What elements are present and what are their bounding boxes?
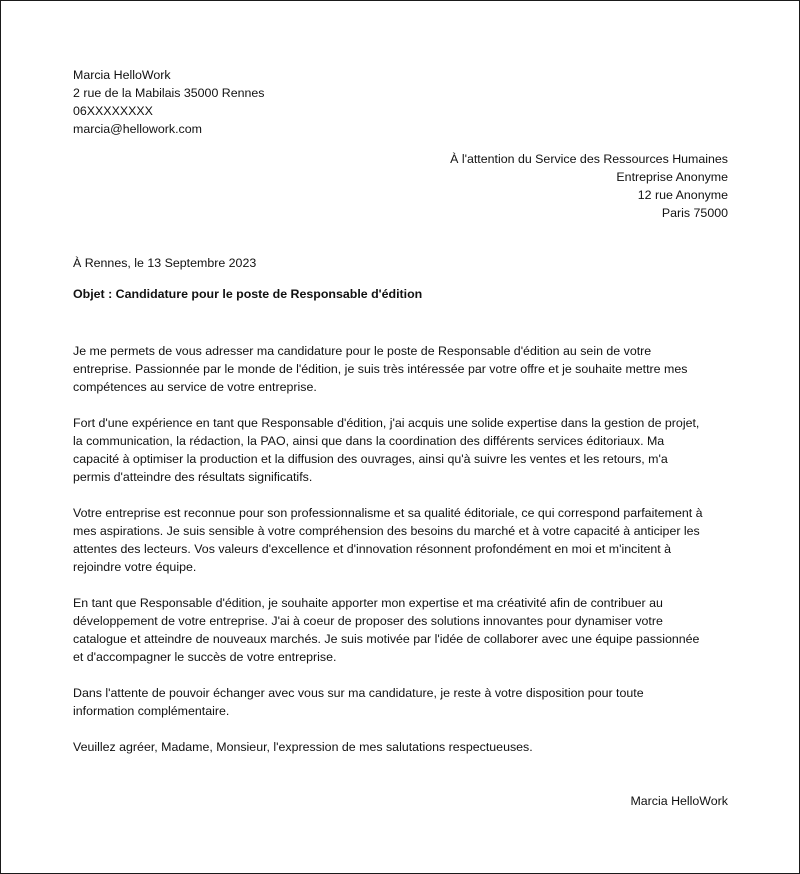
recipient-block	[450, 150, 728, 222]
paragraph	[73, 738, 743, 756]
sender-address: 2 rue de la Mabilais 35000 Rennes	[73, 86, 265, 100]
paragraph	[73, 342, 743, 396]
sender-block	[73, 66, 265, 138]
sender-phone: 06XXXXXXXX	[73, 104, 153, 118]
recipient-company: Entreprise Anonyme	[616, 170, 728, 184]
paragraph-line: la communication, la rédaction, la PAO, ainsi que dans la coordination des différents services éditoriaux. Ma	[73, 434, 665, 448]
paragraph-line: développement de votre entreprise. J'ai à coeur de proposer des solutions innovantes pour dynamiser votre	[73, 614, 663, 628]
sender-name: Marcia HelloWork	[73, 68, 171, 82]
paragraph-line: permis d'atteindre des résultats significatifs.	[73, 470, 313, 484]
paragraph-line: rejoindre votre équipe.	[73, 560, 197, 574]
paragraph-line: Fort d'une expérience en tant que Responsable d'édition, j'ai acquis une solide expertise dans la gestion de projet,	[73, 416, 700, 430]
paragraph-line: attentes des lecteurs. Vos valeurs d'excellence et d'innovation résonnent profondément en moi et m'incitent à	[73, 542, 672, 556]
paragraph	[73, 504, 743, 576]
recipient-city: Paris 75000	[661, 206, 728, 220]
paragraph	[73, 414, 743, 486]
paragraph-line: Je me permets de vous adresser ma candidature pour le poste de Responsable d'édition au sein de votre	[73, 344, 652, 358]
paragraph-line: En tant que Responsable d'édition, je souhaite apporter mon expertise et ma créativité afin de contribuer au	[73, 596, 663, 610]
paragraph-line: mes aspirations. Je suis sensible à votre compréhension des besoins du marché et à votre capacité à anticiper les	[73, 524, 700, 538]
paragraph-line: et d'accompagner le succès de votre entreprise.	[73, 650, 337, 664]
paragraph	[73, 684, 743, 720]
letter-date: À Rennes, le 13 Septembre 2023	[73, 256, 257, 270]
paragraph-line: Veuillez agréer, Madame, Monsieur, l'expression de mes salutations respectueuses.	[73, 740, 533, 754]
paragraph-line: catalogue et atteindre de nouveaux marchés. Je suis motivée par l'idée de collaborer avec une équipe passionnée	[73, 632, 700, 646]
letter-body	[73, 342, 743, 774]
paragraph-line: compétences au service de votre entreprise.	[73, 380, 317, 394]
paragraph-line: Votre entreprise est reconnue pour son professionnalisme et sa qualité éditoriale, ce qui correspond parfaitement à	[73, 506, 703, 520]
paragraph	[73, 594, 743, 666]
letter-subject: Objet : Candidature pour le poste de Responsable d'édition	[73, 287, 423, 301]
recipient-street: 12 rue Anonyme	[637, 188, 728, 202]
paragraph-line: Dans l'attente de pouvoir échanger avec vous sur ma candidature, je reste à votre disposition pour toute	[73, 686, 644, 700]
recipient-attention: À l'attention du Service des Ressources Humaines	[450, 152, 728, 166]
paragraph-line: information complémentaire.	[73, 704, 230, 718]
sender-email: marcia@hellowork.com	[73, 122, 202, 136]
paragraph-line: entreprise. Passionnée par le monde de l'édition, je suis très intéressée par votre offre et je souhaite mettre mes	[73, 362, 688, 376]
paragraph-line: capacité à optimiser la production et la diffusion des ouvrages, ainsi qu'à suivre les ventes et les retours, m'a	[73, 452, 668, 466]
signature: Marcia HelloWork	[630, 794, 728, 808]
